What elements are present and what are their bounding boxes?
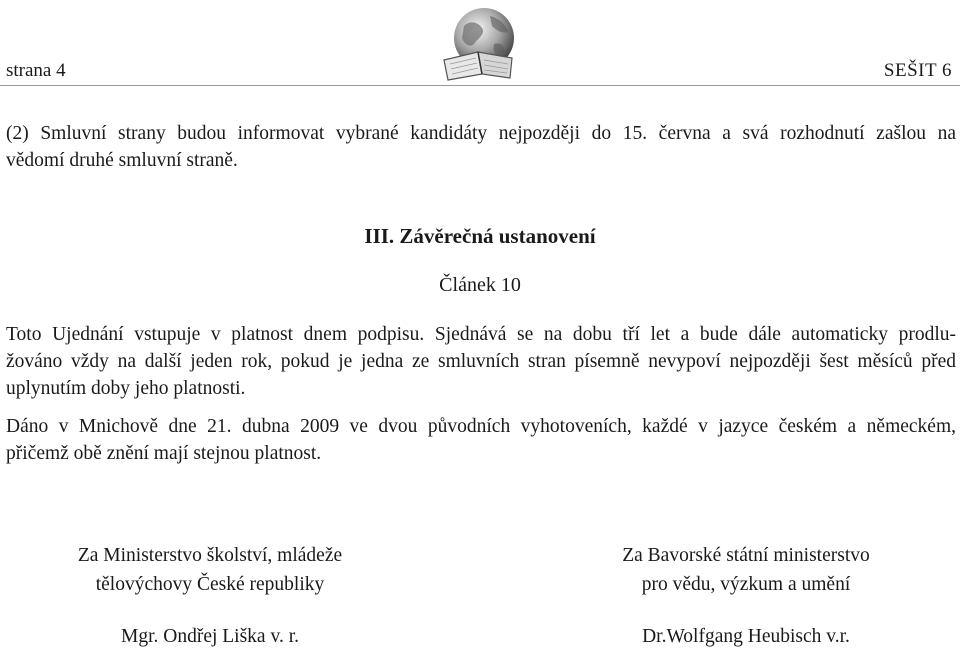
paragraph-3-line: uplynutím doby jeho platnosti. (6, 378, 246, 399)
signature-block-right (546, 541, 946, 651)
globe-book-icon (438, 4, 524, 84)
signatory-name: Mgr. Ondřej Liška v. r. (120, 626, 299, 647)
paragraph-2-line: (2) Smluvní strany budou informovat vybrané kandidáty nejpozději do 15. června a svá rozhodnutí zašlou na (6, 123, 956, 144)
signature-org-line: Za Bavorské státní ministerstvo (622, 545, 870, 566)
signature-block-left (10, 541, 410, 651)
paragraph-3 (6, 321, 956, 402)
paragraph-3-line: žováno vždy na další jeden rok, pokud je jedna ze smluvních stran písemně nevypoví nejpozději šest měsíců před (6, 351, 956, 372)
paragraph-3-line: Toto Ujednání vstupuje v platnost dnem podpisu. Sjednává se na dobu tří let a bude dále automaticky prodlu- (6, 324, 956, 345)
paragraph-4-line: Dáno v Mnichově dne 21. dubna 2009 ve dvou původních vyhotoveních, každé v jazyce českém a německém, (6, 416, 956, 437)
signature-org-line: Za Ministerstvo školství, mládeže (77, 545, 343, 566)
article-heading: Článek 10 (439, 274, 521, 296)
page-number: strana 4 (6, 60, 66, 81)
paragraph-2 (6, 120, 956, 174)
paragraph-4 (6, 413, 956, 467)
issue-number: SEŠIT 6 (883, 60, 952, 81)
paragraph-2-line: vědomí druhé smluvní straně. (6, 150, 238, 171)
section-title: III. Závěrečná ustanovení (364, 224, 596, 248)
signature-org-line: pro vědu, výzkum a umění (641, 574, 851, 595)
signature-org-line: tělovýchovy České republiky (95, 574, 325, 595)
paragraph-4-line: přičemž obě znění mají stejnou platnost. (6, 443, 322, 464)
signatory-name: Dr.Wolfgang Heubisch v.r. (642, 626, 850, 647)
header-divider (0, 85, 960, 86)
